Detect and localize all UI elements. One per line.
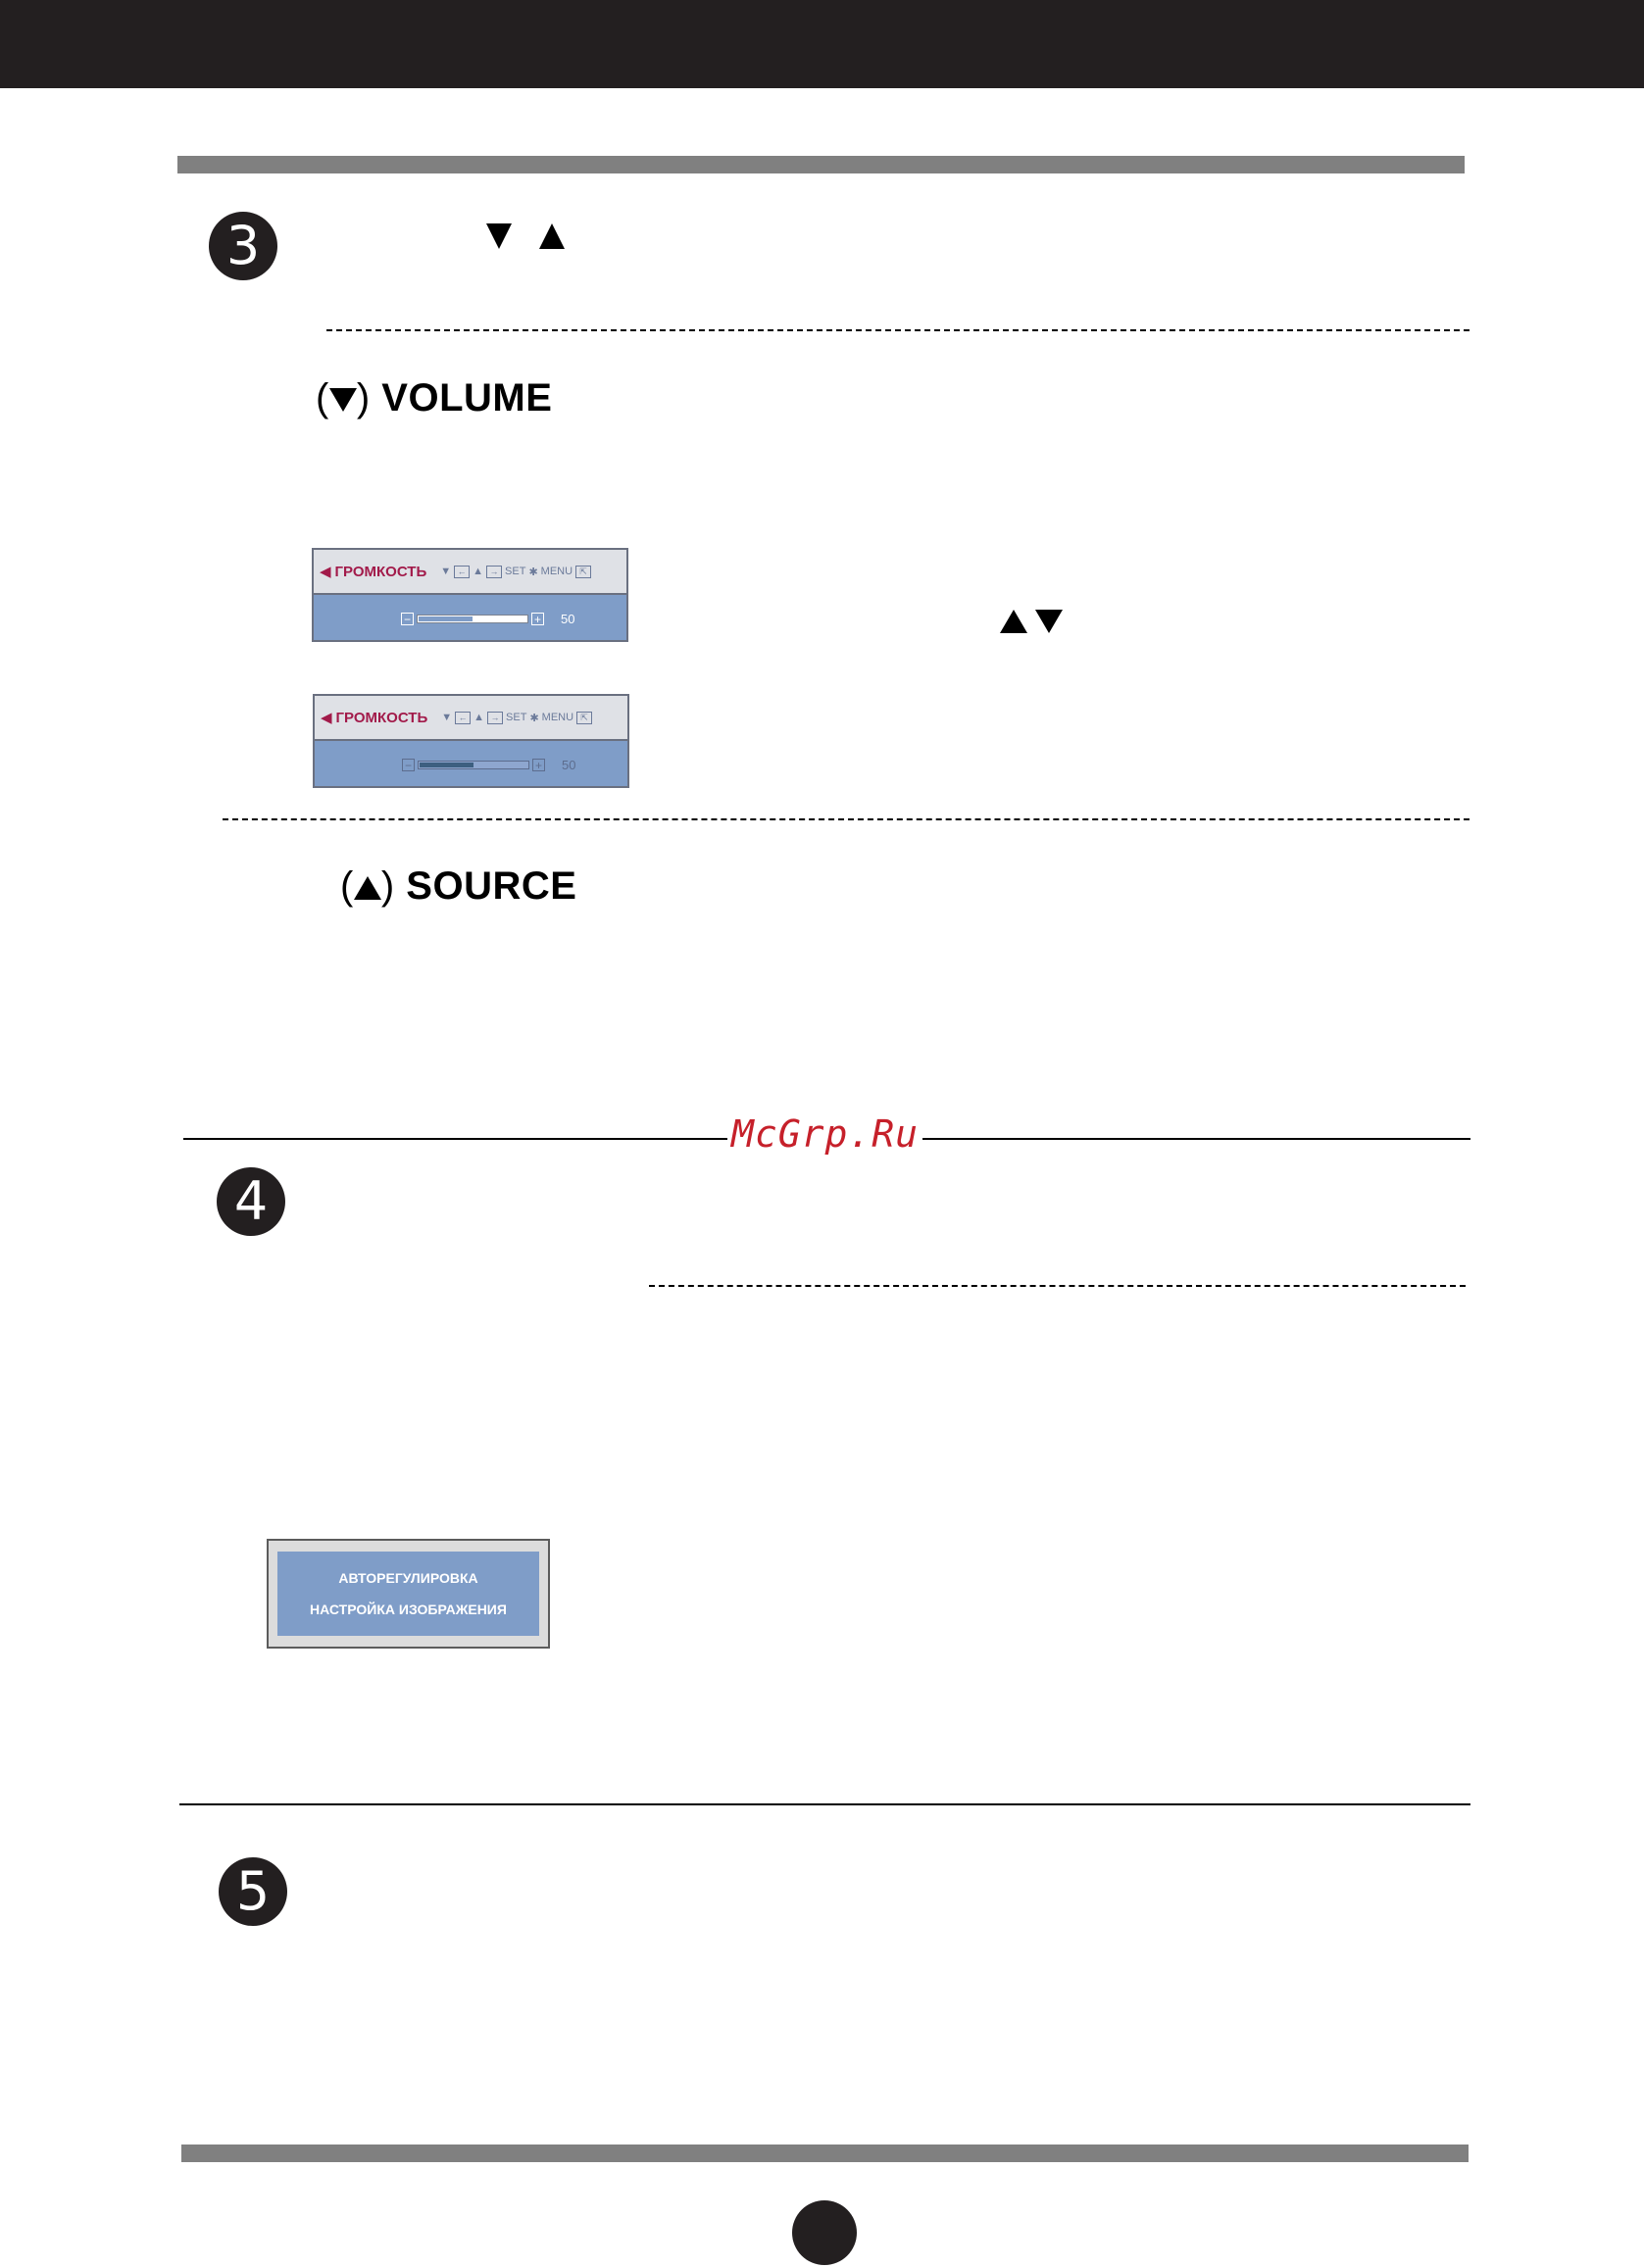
osd-title: ГРОМКОСТЬ xyxy=(335,709,428,726)
exit-icon: ⇱ xyxy=(575,566,591,578)
dashed-divider xyxy=(223,818,1470,820)
speaker-icon: ◀︎ xyxy=(321,710,332,726)
dashed-divider xyxy=(326,329,1470,331)
adjust-arrows xyxy=(1000,610,1063,633)
step-5-badge: 5 xyxy=(219,1857,287,1926)
menu-label: MENU xyxy=(541,712,574,723)
volume-level xyxy=(419,616,473,621)
down-icon: ▼ xyxy=(440,566,452,577)
step-4-badge: 4 xyxy=(217,1167,285,1236)
speaker-icon: ◀︎ xyxy=(320,564,331,580)
right-key-icon: → xyxy=(486,566,502,578)
volume-value: 50 xyxy=(561,612,575,626)
up-icon: ▲ xyxy=(473,712,485,723)
volume-value: 50 xyxy=(562,758,576,772)
volume-heading: ( ) VOLUME xyxy=(316,376,553,419)
page-number-dot xyxy=(792,2200,857,2265)
up-icon: ▲ xyxy=(473,566,484,577)
volume-osd-adjusted xyxy=(313,694,629,788)
up-arrow-icon xyxy=(354,876,381,900)
set-label: SET xyxy=(505,566,526,577)
down-arrow-icon xyxy=(329,388,357,412)
bottom-rule xyxy=(181,2145,1469,2162)
watermark: McGrp.Ru xyxy=(727,1112,922,1156)
menu-label: MENU xyxy=(540,566,573,577)
auto-adjust-box xyxy=(267,1539,550,1649)
dashed-divider xyxy=(649,1285,1466,1287)
volume-level xyxy=(420,763,473,767)
header-bar xyxy=(0,0,1644,88)
up-arrow-icon xyxy=(539,223,565,249)
down-arrow-icon xyxy=(486,223,512,249)
down-icon: ▼ xyxy=(441,712,453,723)
section-divider xyxy=(179,1803,1470,1805)
volume-slider xyxy=(417,615,528,623)
exit-icon: ⇱ xyxy=(576,712,592,724)
step-3-badge: 3 xyxy=(209,212,277,280)
mute-icon: ✱ xyxy=(528,566,538,578)
volume-slider xyxy=(418,761,529,769)
source-heading: ( ) SOURCE xyxy=(340,864,577,908)
mute-icon: ✱ xyxy=(529,712,539,724)
down-arrow-icon xyxy=(1035,610,1063,633)
minus-icon: − xyxy=(401,613,414,625)
osd-title: ГРОМКОСТЬ xyxy=(334,563,427,580)
minus-icon: − xyxy=(402,759,415,771)
right-key-icon: → xyxy=(487,712,503,724)
top-rule xyxy=(177,156,1465,173)
auto-adjust-line2: НАСТРОЙКА ИЗОБРАЖЕНИЯ xyxy=(310,1602,507,1617)
left-key-icon: ← xyxy=(454,566,470,578)
plus-icon: + xyxy=(531,613,544,625)
set-label: SET xyxy=(506,712,527,723)
up-arrow-icon xyxy=(1000,610,1027,633)
auto-adjust-line1: АВТОРЕГУЛИРОВКА xyxy=(338,1570,478,1586)
plus-icon: + xyxy=(532,759,545,771)
left-key-icon: ← xyxy=(455,712,471,724)
volume-osd xyxy=(312,548,628,642)
